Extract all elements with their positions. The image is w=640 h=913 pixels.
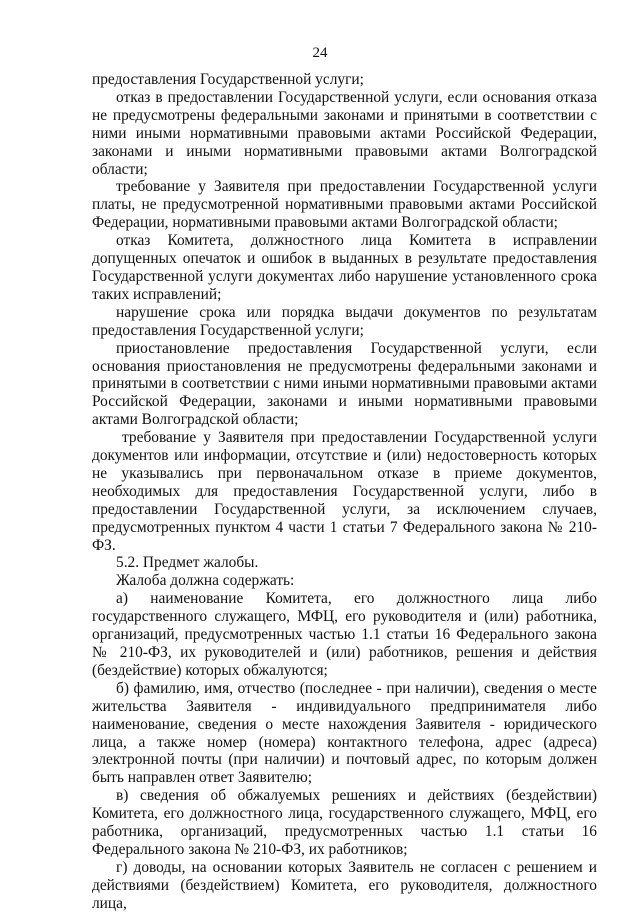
list-item-b: б) фамилию, имя, отчество (последнее - при наличии), сведения о месте жительства Заявителя - индивидуального предпринимателя либо наименование, сведения о месте нахождения Заявителя - юридического лица, а также номер (номера) контактного телефона, адрес (адреса) электронной почты (при наличии) и почтовый адрес, по которым должен быть направлен ответ Заявителю; xyxy=(92,679,597,787)
paragraph-complaint-contents: Жалоба должна содержать: xyxy=(116,572,295,590)
section-heading-5-2: 5.2. Предмет жалобы. xyxy=(116,554,259,572)
page-number: 24 xyxy=(312,45,328,61)
list-item-g: г) доводы, на основании которых Заявитель не согласен с решением и действиями (бездействием) Комитета, его руководителя, должностного лица, xyxy=(92,858,597,912)
paragraph-issue-delay: нарушение срока или порядка выдачи документов по результатам предоставления Государственной услуги; xyxy=(92,303,597,339)
paragraph-refusal-grounds: отказ в предоставлении Государственной услуги, если основания отказа не предусмотрены федеральными законами и принятыми в соответствии с ними иными нормативными правовыми актами Российской Федерации, законами и иными нормативными правовыми актами Волгоградской области; xyxy=(92,88,597,178)
list-item-a: а) наименование Комитета, его должностного лица либо государственного служащего, МФЦ, его руководителя и (или) работника, организаций, предусмотренных частью 1.1 статьи 16 Федерального закона № 210-ФЗ, их руководителей и (или) работников, решения и действия (бездействие) которых обжалуются; xyxy=(92,590,597,679)
paragraph-suspension: приостановление предоставления Государственной услуги, если основания приостановления не предусмотрены федеральными законами и принятыми в соответствии с ними иными нормативными правовыми актами Российской Федерации, законами и иными нормативными правовыми актами Волгоградской области; xyxy=(92,339,597,429)
paragraph-documents-demand: требование у Заявителя при предоставлении Государственной услуги документов или информации, отсутствие и (или) недостоверность которых не указывались при первоначальном отказе в приеме документов, необходимых для предоставления Государственной услуги, либо в предоставлении Государственной услуги, за исключением случаев, предусмотренных пунктом 4 части 1 статьи 7 Федерального закона № 210-ФЗ. xyxy=(92,429,597,554)
paragraph-correction-refusal: отказ Комитета, должностного лица Комитета в исправлении допущенных опечаток и ошибок в выданных в результате предоставления Государственной услуги документах либо нарушение установленного срока таких исправлений; xyxy=(92,232,597,303)
paragraph-fee-demand: требование у Заявителя при предоставлении Государственной услуги платы, не предусмотренной нормативными правовыми актами Российской Федерации, нормативными правовыми актами Волгоградской области; xyxy=(92,178,597,232)
document-body xyxy=(92,71,597,913)
list-item-v: в) сведения об обжалуемых решениях и действиях (бездействии) Комитета, его должностного лица, государственного служащего, МФЦ, его работника, организаций, предусмотренных частью 1.1 статьи 16 Федерального закона № 210-ФЗ, их работников; xyxy=(92,787,597,858)
paragraph-continuation: предоставления Государственной услуги; xyxy=(92,71,364,88)
